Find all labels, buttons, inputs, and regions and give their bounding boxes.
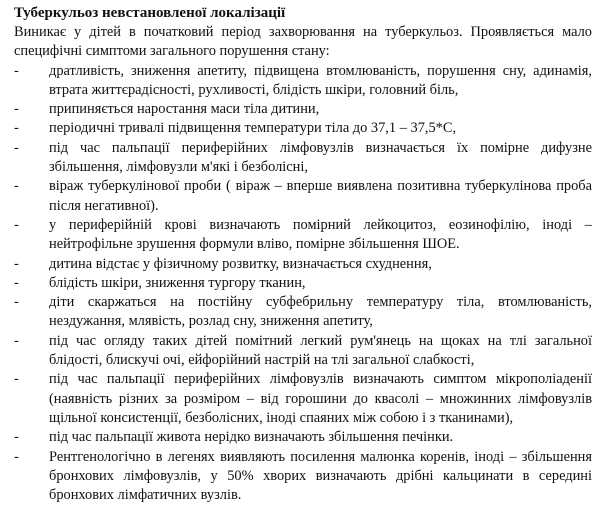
bullet-dash: - <box>14 332 19 349</box>
bullet-dash: - <box>14 274 19 291</box>
bullet-dash: - <box>14 101 19 118</box>
list-item-text: дитина відстає у фізичному розвитку, визначається схуднення, <box>49 255 432 272</box>
list-item-text: Рентгенологічно в легенях виявляють посилення малюнка коренів, іноді – збільшення бронхових лімфовузлів, у 50% хворих визначають дрібні кальцинати в середині бронхових лімфатичних вузлів. <box>49 448 592 504</box>
symptom-list <box>14 62 592 505</box>
list-item-text: у периферійній крові визначають помірний лейкоцитоз, еозинофілію, іноді – нейтрофільне зрушення формули вліво, помірне збільшення ШОЕ. <box>49 216 592 253</box>
list-item <box>14 274 592 293</box>
list-item <box>14 370 592 428</box>
list-item <box>14 100 592 119</box>
list-item <box>14 428 592 447</box>
bullet-dash: - <box>14 120 19 137</box>
list-item-text: під час огляду таких дітей помітний легкий рум'янець на щоках на тлі загальної блідості, блискучі очі, ейфорійний настрій на тлі загальної слабкості, <box>49 332 592 369</box>
bullet-dash: - <box>14 371 19 388</box>
list-item-text: дратливість, зниження апетиту, підвищена втомлюваність, порушення сну, адинамія, втрата життєрадісності, рухливості, блідість шкіри, головний біль, <box>49 62 592 98</box>
section-heading: Туберкульоз невстановленої локалізації <box>14 5 286 21</box>
bullet-dash: - <box>14 429 19 446</box>
bullet-dash: - <box>14 448 19 465</box>
list-item-text: припиняється наростання маси тіла дитини, <box>49 101 320 118</box>
list-item <box>14 139 592 178</box>
document-page <box>14 4 592 505</box>
list-item <box>14 62 592 101</box>
bullet-dash: - <box>14 216 19 233</box>
list-item <box>14 216 592 255</box>
list-item <box>14 119 592 138</box>
list-item <box>14 448 592 505</box>
list-item-text: під час пальпації периферійних лімфовузлів визначають симптом мікрополіаденії (наявність різних за розміром – від горошини до квасолі – множинних лімфовузлів щільної консистенції, безболісних, іноді спаяних між собою і з тканинами), <box>49 371 592 426</box>
list-item-text: періодичні тривалі підвищення температури тіла до 37,1 – 37,5*С, <box>49 120 457 137</box>
list-item-text: блідість шкіри, зниження тургору тканин, <box>49 274 306 291</box>
list-item-text: під час пальпації живота нерідко визначають збільшення печінки. <box>49 429 454 446</box>
list-item-text: віраж туберкулінової проби ( віраж – вперше виявлена позитивна туберкулінова проба після негативної). <box>49 178 592 214</box>
intro-paragraph: Виникає у дітей в початковий період захворювання на туберкульоз. Проявляється мало специфічні симптоми загального порушення стану: <box>14 24 592 60</box>
list-item <box>14 255 592 274</box>
bullet-dash: - <box>14 62 19 79</box>
list-item <box>14 332 592 371</box>
list-item <box>14 293 592 332</box>
bullet-dash: - <box>14 139 19 156</box>
list-item <box>14 177 592 216</box>
list-item-text: під час пальпації периферійних лімфовузлів визначається їх помірне дифузне збільшення, лімфовузли м'які і безболісні, <box>49 139 592 176</box>
bullet-dash: - <box>14 255 19 272</box>
bullet-dash: - <box>14 178 19 195</box>
bullet-dash: - <box>14 294 19 311</box>
list-item-text: діти скаржаться на постійну субфебрильну температуру тіла, втомлюваність, нездужання, млявість, розлад сну, зниження апетиту, <box>49 294 592 330</box>
